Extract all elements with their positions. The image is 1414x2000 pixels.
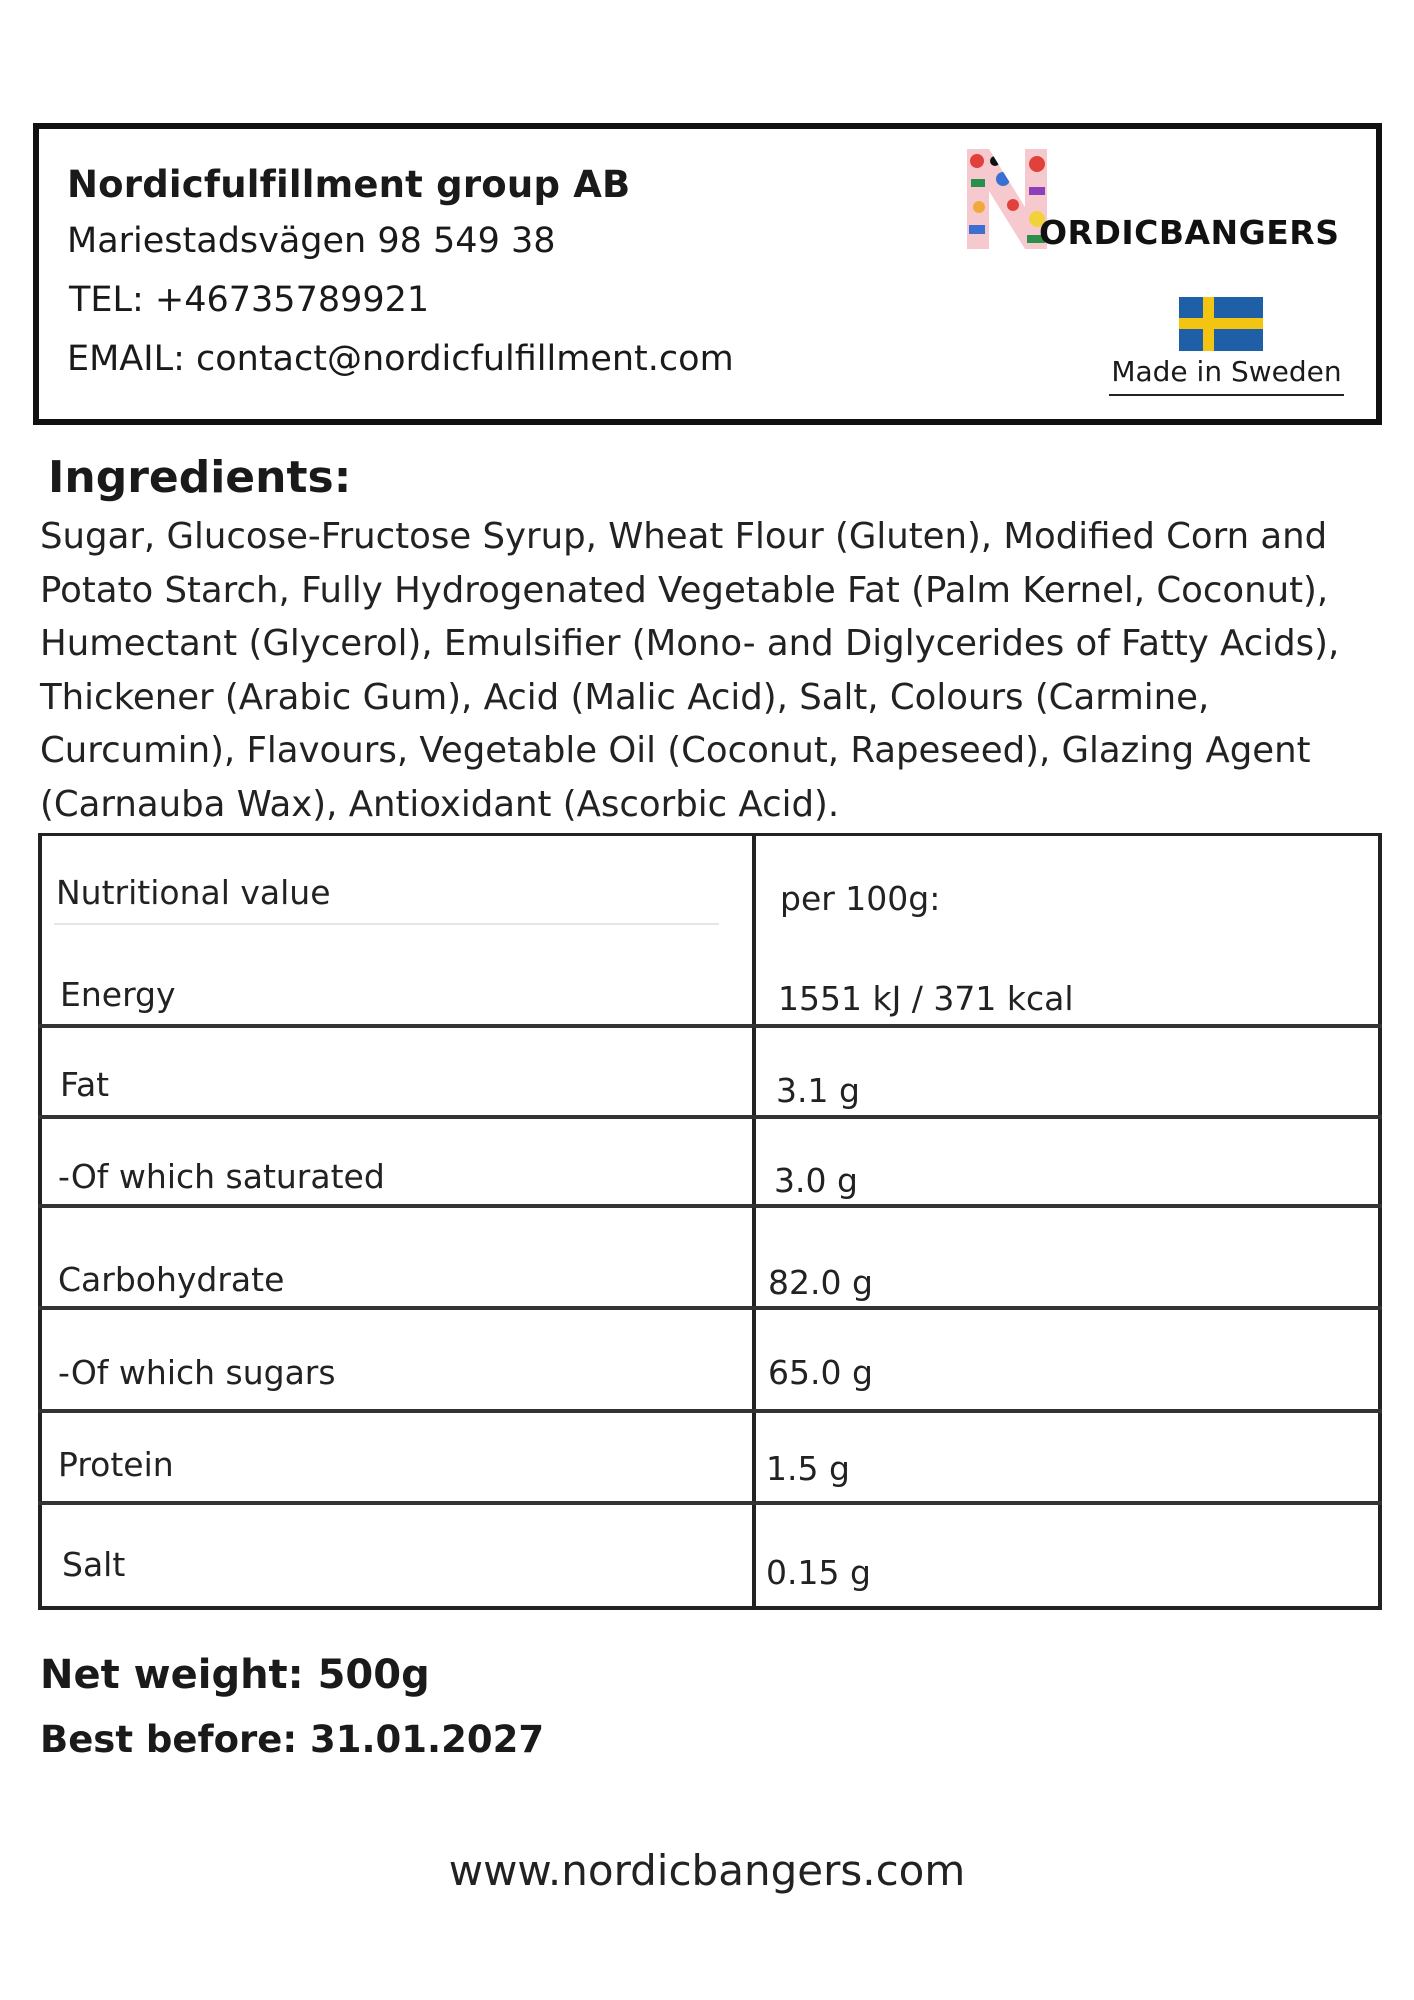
row-divider — [38, 1409, 1382, 1413]
company-address: Mariestadsvägen 98 549 38 — [67, 221, 556, 261]
table-border — [38, 833, 1382, 1610]
net-weight: Net weight: 500g — [40, 1652, 430, 1698]
nutrient-label: -Of which sugars — [58, 1353, 336, 1392]
row-divider — [38, 1501, 1382, 1505]
nutrient-value: 3.0 g — [774, 1161, 858, 1200]
nutrient-label: Energy — [60, 975, 176, 1014]
row-divider — [38, 1024, 1382, 1028]
nutrient-label: Salt — [62, 1545, 126, 1584]
nutrient-value: 65.0 g — [768, 1353, 873, 1392]
row-divider — [38, 1204, 1382, 1208]
brand-wordmark: ORDICBANGERS — [1039, 213, 1340, 252]
nutrition-header-label: Nutritional value — [56, 873, 331, 912]
nutrient-label: Protein — [58, 1445, 174, 1484]
header-underline — [54, 923, 719, 925]
nutrient-value: 3.1 g — [776, 1071, 860, 1110]
row-divider — [38, 1115, 1382, 1119]
company-email: EMAIL: contact@nordicfulfillment.com — [67, 339, 734, 379]
ingredients-list: Sugar, Glucose-Fructose Syrup, Wheat Flour (Gluten), Modified Corn and Potato Starch, Fully Hydrogenated Vegetable Fat (Palm Kernel, Coconut), Humectant (Glycerol), Emulsifier (Mono- and Diglycerides of Fatty Acids), Thickener (Arabic Gum), Acid (Malic Acid), Salt, Colours (Carmine, Curcumin), Flavours, Vegetable Oil (Coconut, Rapeseed), Glazing Agent (Carnauba Wax), Antioxidant (Ascorbic Acid). — [40, 516, 1340, 825]
nutrition-table — [38, 833, 1382, 1610]
nutrient-label: -Of which saturated — [58, 1157, 385, 1196]
website-url: www.nordicbangers.com — [448, 1846, 966, 1895]
candy-n-icon — [967, 149, 1047, 249]
best-before-date: Best before: 31.01.2027 — [40, 1718, 545, 1761]
company-info-box — [33, 123, 1382, 425]
row-divider — [38, 1306, 1382, 1310]
nordicbangers-logo — [967, 149, 1357, 259]
ingredients-title: Ingredients: — [48, 452, 352, 503]
company-name: Nordicfulfillment group AB — [67, 163, 631, 206]
nutrient-value: 1.5 g — [766, 1449, 850, 1488]
nutrient-value: 1551 kJ / 371 kcal — [778, 979, 1074, 1018]
nutrient-value: 82.0 g — [768, 1263, 873, 1302]
nutrition-header-value: per 100g: — [780, 879, 941, 918]
made-in-sweden-label: Made in Sweden — [1109, 355, 1344, 396]
nutrient-value: 0.15 g — [766, 1553, 871, 1592]
company-phone: TEL: +46735789921 — [69, 280, 430, 320]
nutrient-label: Fat — [60, 1065, 110, 1104]
swedish-flag-icon — [1179, 297, 1263, 351]
column-divider — [752, 833, 756, 1610]
nutrient-label: Carbohydrate — [58, 1260, 285, 1299]
